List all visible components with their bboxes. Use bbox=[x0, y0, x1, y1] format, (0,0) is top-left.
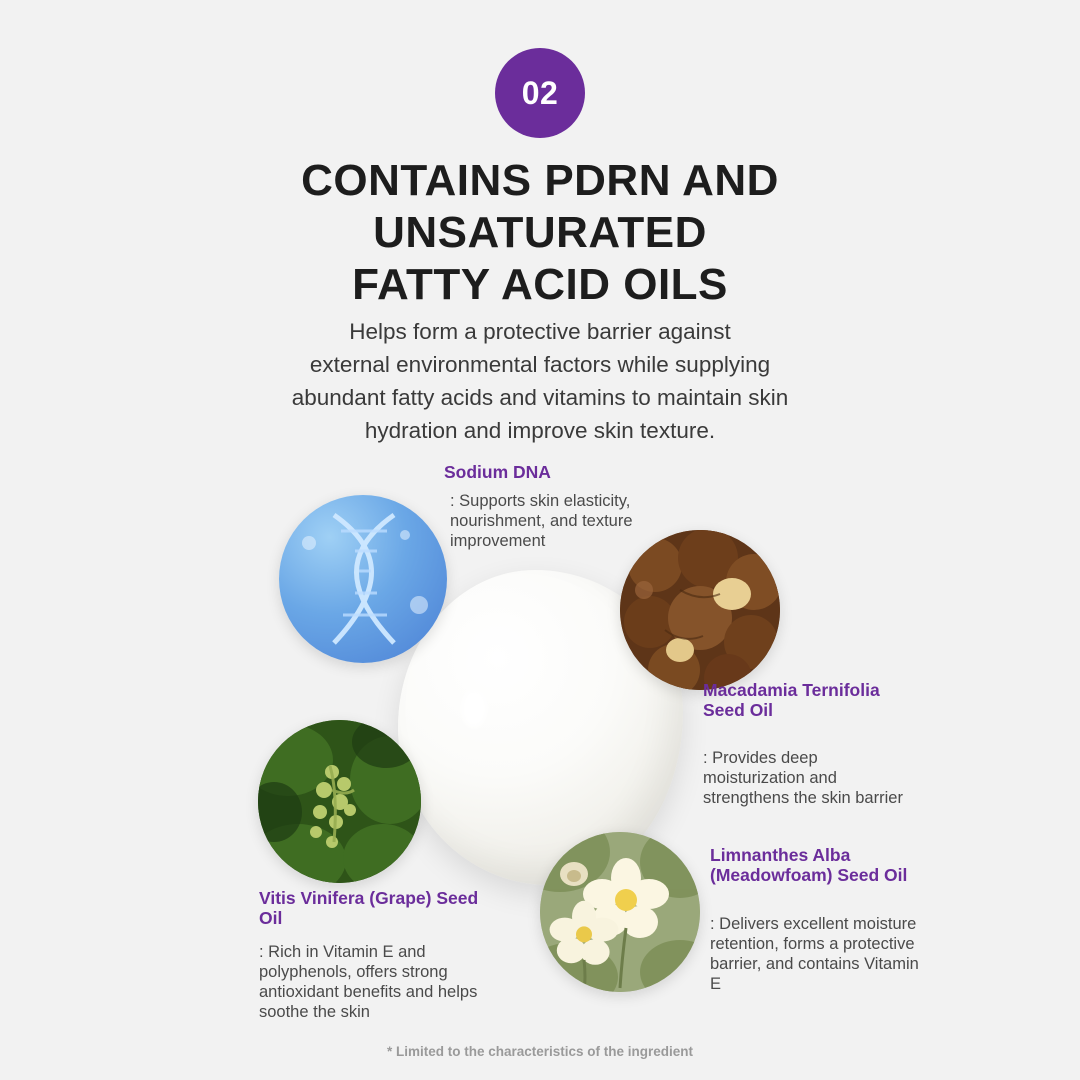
ingredient-title-limnanthes-alba: Limnanthes Alba (Meadowfoam) Seed Oil bbox=[710, 845, 908, 885]
page-title-line-2: UNSATURATED bbox=[373, 208, 707, 257]
page-title-line-3: FATTY ACID OILS bbox=[352, 260, 728, 309]
page-subtitle bbox=[140, 315, 940, 447]
grape-vine-photo bbox=[258, 720, 421, 883]
ingredient-description-limnanthes-alba: : Delivers excellent moisture retention, forms a protective barrier, and contains Vitamin E bbox=[710, 915, 919, 993]
page-subtitle-line-4: hydration and improve skin texture. bbox=[364, 418, 716, 443]
ingredient-description-macadamia: : Provides deep moisturization and strengthens the skin barrier bbox=[703, 749, 903, 807]
step-number-badge bbox=[495, 48, 585, 138]
footnote: * Limited to the characteristics of the ingredient bbox=[386, 1044, 694, 1059]
page-subtitle-line-1: Helps form a protective barrier against bbox=[349, 319, 731, 344]
ingredient-title-macadamia: Macadamia Ternifolia Seed Oil bbox=[703, 680, 880, 720]
dna-helix-icon bbox=[279, 495, 447, 663]
grape-vine-icon bbox=[258, 720, 421, 883]
macadamia-nuts-icon bbox=[620, 530, 780, 690]
page-title-line-1: CONTAINS PDRN AND bbox=[301, 156, 779, 205]
step-number-label: 02 bbox=[521, 74, 559, 111]
ingredient-title-vitis-vinifera: Vitis Vinifera (Grape) Seed Oil bbox=[259, 888, 479, 928]
meadowfoam-flower-icon bbox=[540, 832, 700, 992]
ingredient-title-sodium-dna: Sodium DNA bbox=[444, 462, 551, 482]
page-subtitle-line-2: external environmental factors while supplying bbox=[309, 352, 771, 377]
macadamia-nuts-photo bbox=[620, 530, 780, 690]
page-subtitle-line-3: abundant fatty acids and vitamins to maintain skin bbox=[291, 385, 789, 410]
dna-helix-photo bbox=[279, 495, 447, 663]
page-title bbox=[90, 155, 990, 311]
ingredient-description-sodium-dna: : Supports skin elasticity, nourishment, and texture improvement bbox=[450, 492, 633, 550]
meadowfoam-flower-photo bbox=[540, 832, 700, 992]
ingredient-description-vitis-vinifera: : Rich in Vitamin E and polyphenols, offers strong antioxidant benefits and helps soothe the skin bbox=[259, 943, 478, 1021]
